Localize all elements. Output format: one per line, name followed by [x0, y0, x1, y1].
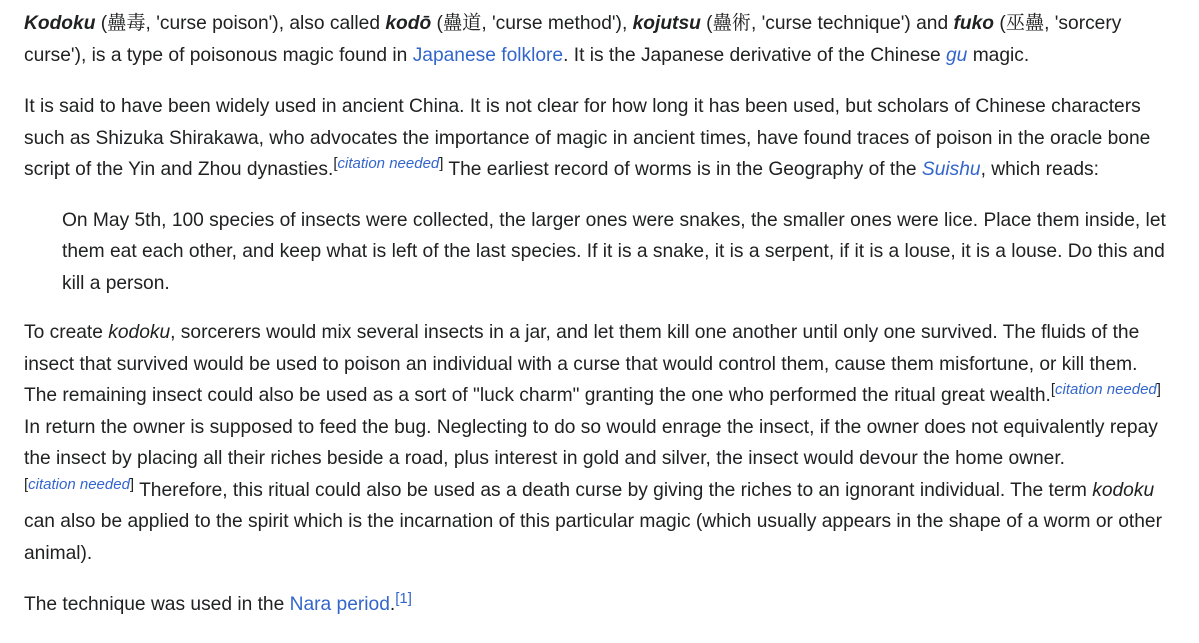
term-kodo: kodō [385, 13, 432, 34]
citation-needed-link-1[interactable]: citation needed [337, 155, 440, 172]
reference-link-1[interactable]: [1] [395, 590, 412, 607]
term-kodoku-3: kodoku [1092, 479, 1155, 501]
citation-needed-link-3[interactable]: citation needed [28, 475, 130, 493]
citation-needed-2: [citation needed] [1050, 381, 1161, 398]
citation-needed-3: [citation needed] [24, 475, 135, 493]
link-nara-period[interactable]: Nara period [289, 594, 390, 615]
kanji-fuko: 巫蠱 [1005, 13, 1045, 34]
kanji-kodo: 蠱道 [442, 13, 482, 34]
citation-needed-link-2[interactable]: citation needed [1055, 381, 1157, 398]
kanji-kojutsu: 蠱術 [712, 13, 751, 34]
term-fuko: fuko [953, 13, 994, 34]
reference-1 [395, 590, 412, 607]
link-suishu[interactable]: Suishu [921, 159, 981, 180]
quote-suishu: On May 5th, 100 species of insects were collected, the larger ones were snakes, the smaller ones were lice. Place them inside, let them eat each other, and keep what is left of the last species. If it is a snake, it is a serpent, if it is a louse, it is a louse. Do this and kill a person. [62, 209, 1166, 294]
kanji-kodoku: 蠱毒 [107, 13, 146, 34]
link-gu[interactable]: gu [946, 44, 968, 66]
term-kodoku-2: kodoku [108, 322, 171, 343]
link-japanese-folklore[interactable]: Japanese folklore [412, 44, 564, 66]
citation-needed-1: [citation needed] [333, 155, 444, 172]
paragraph-ritual: To create kodoku, sorcerers would mix several insects in a jar, and let them kill one another until only one survived. The fluids of the insect that survived would be used to poison an individual with a curse that would control them, cause them misfortune, or kill them. The remaining insect could also be used as a sort of "luck charm" granting the one who performed the ritual great wealth.[citation needed] In return the owner is supposed to feed the bug. Neglecting to do so would enrage the insect, if the owner does not equivalently repay the insect by placing all their riches beside a road, plus interest in gold and silver, the insect would devour the home owner.[citation needed] Therefore, this ritual could also be used as a death curse by giving the riches to an ignorant individual. The term kodoku can also be applied to the spirit which is the incarnation of this particular magic (which usually appears in the shape of a worm or other animal). [24, 322, 1162, 564]
term-kojutsu: kojutsu [632, 13, 701, 34]
paragraph-intro: Kodoku (蠱毒, 'curse poison'), also called kodō (蠱道, 'curse method'), kojutsu (蠱術, 'curse technique') and fuko (巫蠱, 'sorcery curse'), is a type of poisonous magic found in Japanese folklore. It is the Japanese derivative of the Chinese gu magic. [24, 13, 1122, 66]
term-kodoku: Kodoku [24, 13, 96, 34]
paragraph-history: It is said to have been widely used in ancient China. It is not clear for how long it has been used, but scholars of Chinese characters such as Shizuka Shirakawa, who advocates the importance of magic in ancient times, have found traces of poison in the oracle bone script of the Yin and Zhou dynasties.[citation needed] The earliest record of worms is in the Geography of the Suishu, which reads: [24, 96, 1151, 180]
paragraph-nara: The technique was used in the Nara period.[1] [24, 590, 412, 615]
